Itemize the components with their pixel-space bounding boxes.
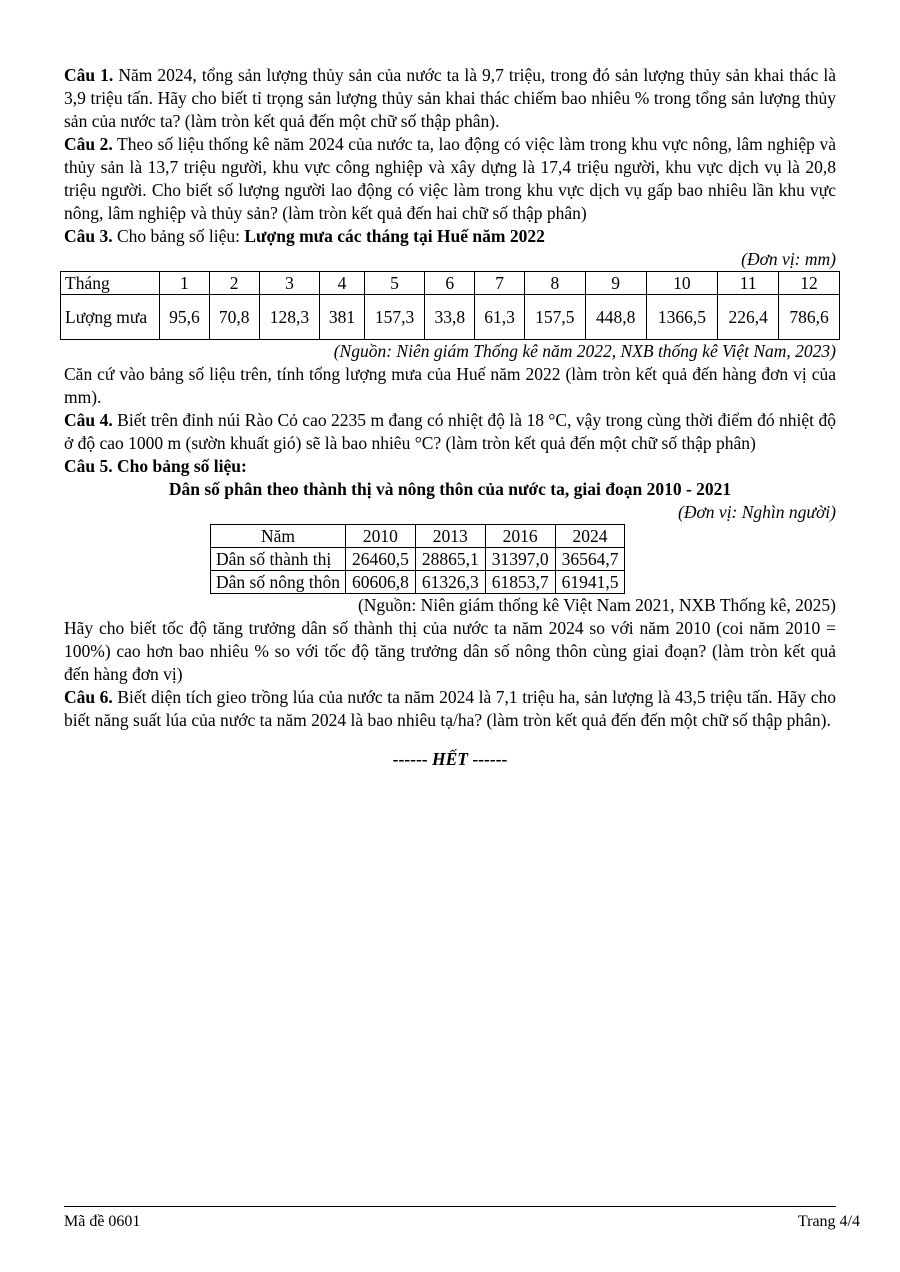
month-cell: 3 xyxy=(259,272,320,295)
rural-cell: 60606,8 xyxy=(345,571,415,594)
rainfall-cell: 157,5 xyxy=(524,295,585,340)
rainfall-cell: 786,6 xyxy=(779,295,840,340)
month-cell: 4 xyxy=(320,272,364,295)
month-cell: 6 xyxy=(425,272,475,295)
rainfall-cell: 61,3 xyxy=(475,295,525,340)
month-cell: 12 xyxy=(779,272,840,295)
rainfall-cell: 157,3 xyxy=(364,295,425,340)
month-cell: 7 xyxy=(475,272,525,295)
page-number: Trang 4/4 xyxy=(797,1213,860,1230)
rainfall-cell: 128,3 xyxy=(259,295,320,340)
footer-divider xyxy=(64,1206,836,1207)
rainfall-cell: 33,8 xyxy=(425,295,475,340)
month-cell: 5 xyxy=(364,272,425,295)
rainfall-months-row xyxy=(61,272,840,295)
month-cell: 9 xyxy=(585,272,646,295)
question-5-unit: (Đơn vị: Nghìn người) xyxy=(678,502,836,522)
year-cell: 2013 xyxy=(415,525,485,548)
month-cell: 1 xyxy=(160,272,210,295)
exam-code: Mã đề 0601 xyxy=(64,1213,141,1230)
urban-header: Dân số thành thị xyxy=(211,548,346,571)
question-4-text: Biết trên đỉnh núi Rào Cỏ cao 2235 m đang có nhiệt độ là 18 °C, vậy trong cùng thời điểm đó nhiệt độ ở độ cao 1000 m (sườn khuất gió) sẽ là bao nhiêu °C? (làm tròn kết quả đến một chữ số thập phân) xyxy=(64,410,836,453)
question-2 xyxy=(64,133,836,225)
rainfall-values-row xyxy=(61,295,840,340)
month-cell: 11 xyxy=(718,272,779,295)
question-5-source: (Nguồn: Niên giám thống kê Việt Nam 2021, NXB Thống kê, 2025) xyxy=(357,595,836,615)
urban-cell: 31397,0 xyxy=(485,548,555,571)
question-3-heading xyxy=(64,225,836,248)
question-2-label: Câu 2. xyxy=(64,134,113,154)
question-2-text: Theo số liệu thống kê năm 2024 của nước ta, lao động có việc làm trong khu vực nông, lâm nghiệp và thủy sản là 13,7 triệu người, khu vực công nghiệp và xây dựng là 17,4 triệu người, khu vực dịch vụ là 20,8 triệu người. Cho biết số lượng người lao động có việc làm trong khu vực dịch vụ gấp bao nhiêu lần khu vực nông, lâm nghiệp và thủy sản? (làm tròn kết quả đến hai chữ số thập phân) xyxy=(64,134,836,223)
urban-cell: 26460,5 xyxy=(345,548,415,571)
end-dashes-left: ------ xyxy=(392,749,432,769)
rainfall-cell: 95,6 xyxy=(160,295,210,340)
years-header: Năm xyxy=(211,525,346,548)
question-3-unit: (Đơn vị: mm) xyxy=(741,249,836,269)
population-urban-row xyxy=(211,548,625,571)
question-3-label: Câu 3. xyxy=(64,226,113,246)
end-marker xyxy=(64,748,836,771)
rainfall-cell: 448,8 xyxy=(585,295,646,340)
question-1-text: Năm 2024, tổng sản lượng thủy sản của nước ta là 9,7 triệu, trong đó sản lượng thủy sản khai thác là 3,9 triệu tấn. Hãy cho biết tỉ trọng sản lượng thủy sản khai thác chiếm bao nhiêu % trong tổng sản lượng thủy sản của nước ta? (làm tròn kết quả đến một chữ số thập phân). xyxy=(64,65,836,131)
question-3-text: Căn cứ vào bảng số liệu trên, tính tổng lượng mưa của Huế năm 2022 (làm tròn kết quả đến hàng đơn vị của mm). xyxy=(64,364,836,407)
year-cell: 2016 xyxy=(485,525,555,548)
question-3-intro: Cho bảng số liệu: xyxy=(112,226,245,246)
month-cell: 10 xyxy=(646,272,718,295)
urban-cell: 28865,1 xyxy=(415,548,485,571)
urban-cell: 36564,7 xyxy=(555,548,625,571)
question-6-text: Biết diện tích gieo trồng lúa của nước ta năm 2024 là 7,1 triệu ha, sản lượng là 43,5 triệu tấn. Hãy cho biết năng suất lúa của nước ta năm 2024 là bao nhiêu tạ/ha? (làm tròn kết quả đến đến một chữ số thập phân). xyxy=(64,687,836,730)
question-4 xyxy=(64,409,836,455)
population-rural-row xyxy=(211,571,625,594)
rainfall-header: Lượng mưa xyxy=(61,295,160,340)
question-6 xyxy=(64,686,836,732)
question-3-table-title: Lượng mưa các tháng tại Huế năm 2022 xyxy=(244,226,545,246)
end-word: HẾT xyxy=(432,749,468,769)
rainfall-cell: 226,4 xyxy=(718,295,779,340)
end-dashes-right: ------ xyxy=(467,749,508,769)
months-header: Tháng xyxy=(61,272,160,295)
exam-page xyxy=(64,64,836,771)
month-cell: 2 xyxy=(209,272,259,295)
question-5-text: Hãy cho biết tốc độ tăng trưởng dân số thành thị của nước ta năm 2024 so với năm 2010 (coi năm 2010 = 100%) cao hơn bao nhiêu % so với tốc độ tăng trưởng dân số nông thôn cùng giai đoạn? (làm tròn kết quả đến hàng đơn vị) xyxy=(64,618,836,684)
year-cell: 2010 xyxy=(345,525,415,548)
question-1-label: Câu 1. xyxy=(64,65,114,85)
rainfall-table xyxy=(60,271,840,340)
rural-header: Dân số nông thôn xyxy=(211,571,346,594)
rural-cell: 61853,7 xyxy=(485,571,555,594)
month-cell: 8 xyxy=(524,272,585,295)
population-table xyxy=(210,524,625,594)
rural-cell: 61326,3 xyxy=(415,571,485,594)
question-5-label: Câu 5. Cho bảng số liệu: xyxy=(64,456,247,476)
question-3-source: (Nguồn: Niên giám Thống kê năm 2022, NXB thống kê Việt Nam, 2023) xyxy=(333,341,836,361)
rainfall-cell: 70,8 xyxy=(209,295,259,340)
question-1 xyxy=(64,64,836,133)
question-5-table-title: Dân số phân theo thành thị và nông thôn của nước ta, giai đoạn 2010 - 2021 xyxy=(168,479,732,499)
rainfall-cell: 381 xyxy=(320,295,364,340)
year-cell: 2024 xyxy=(555,525,625,548)
rainfall-cell: 1366,5 xyxy=(646,295,718,340)
question-4-label: Câu 4. xyxy=(64,410,113,430)
population-years-row xyxy=(211,525,625,548)
question-6-label: Câu 6. xyxy=(64,687,113,707)
rural-cell: 61941,5 xyxy=(555,571,625,594)
